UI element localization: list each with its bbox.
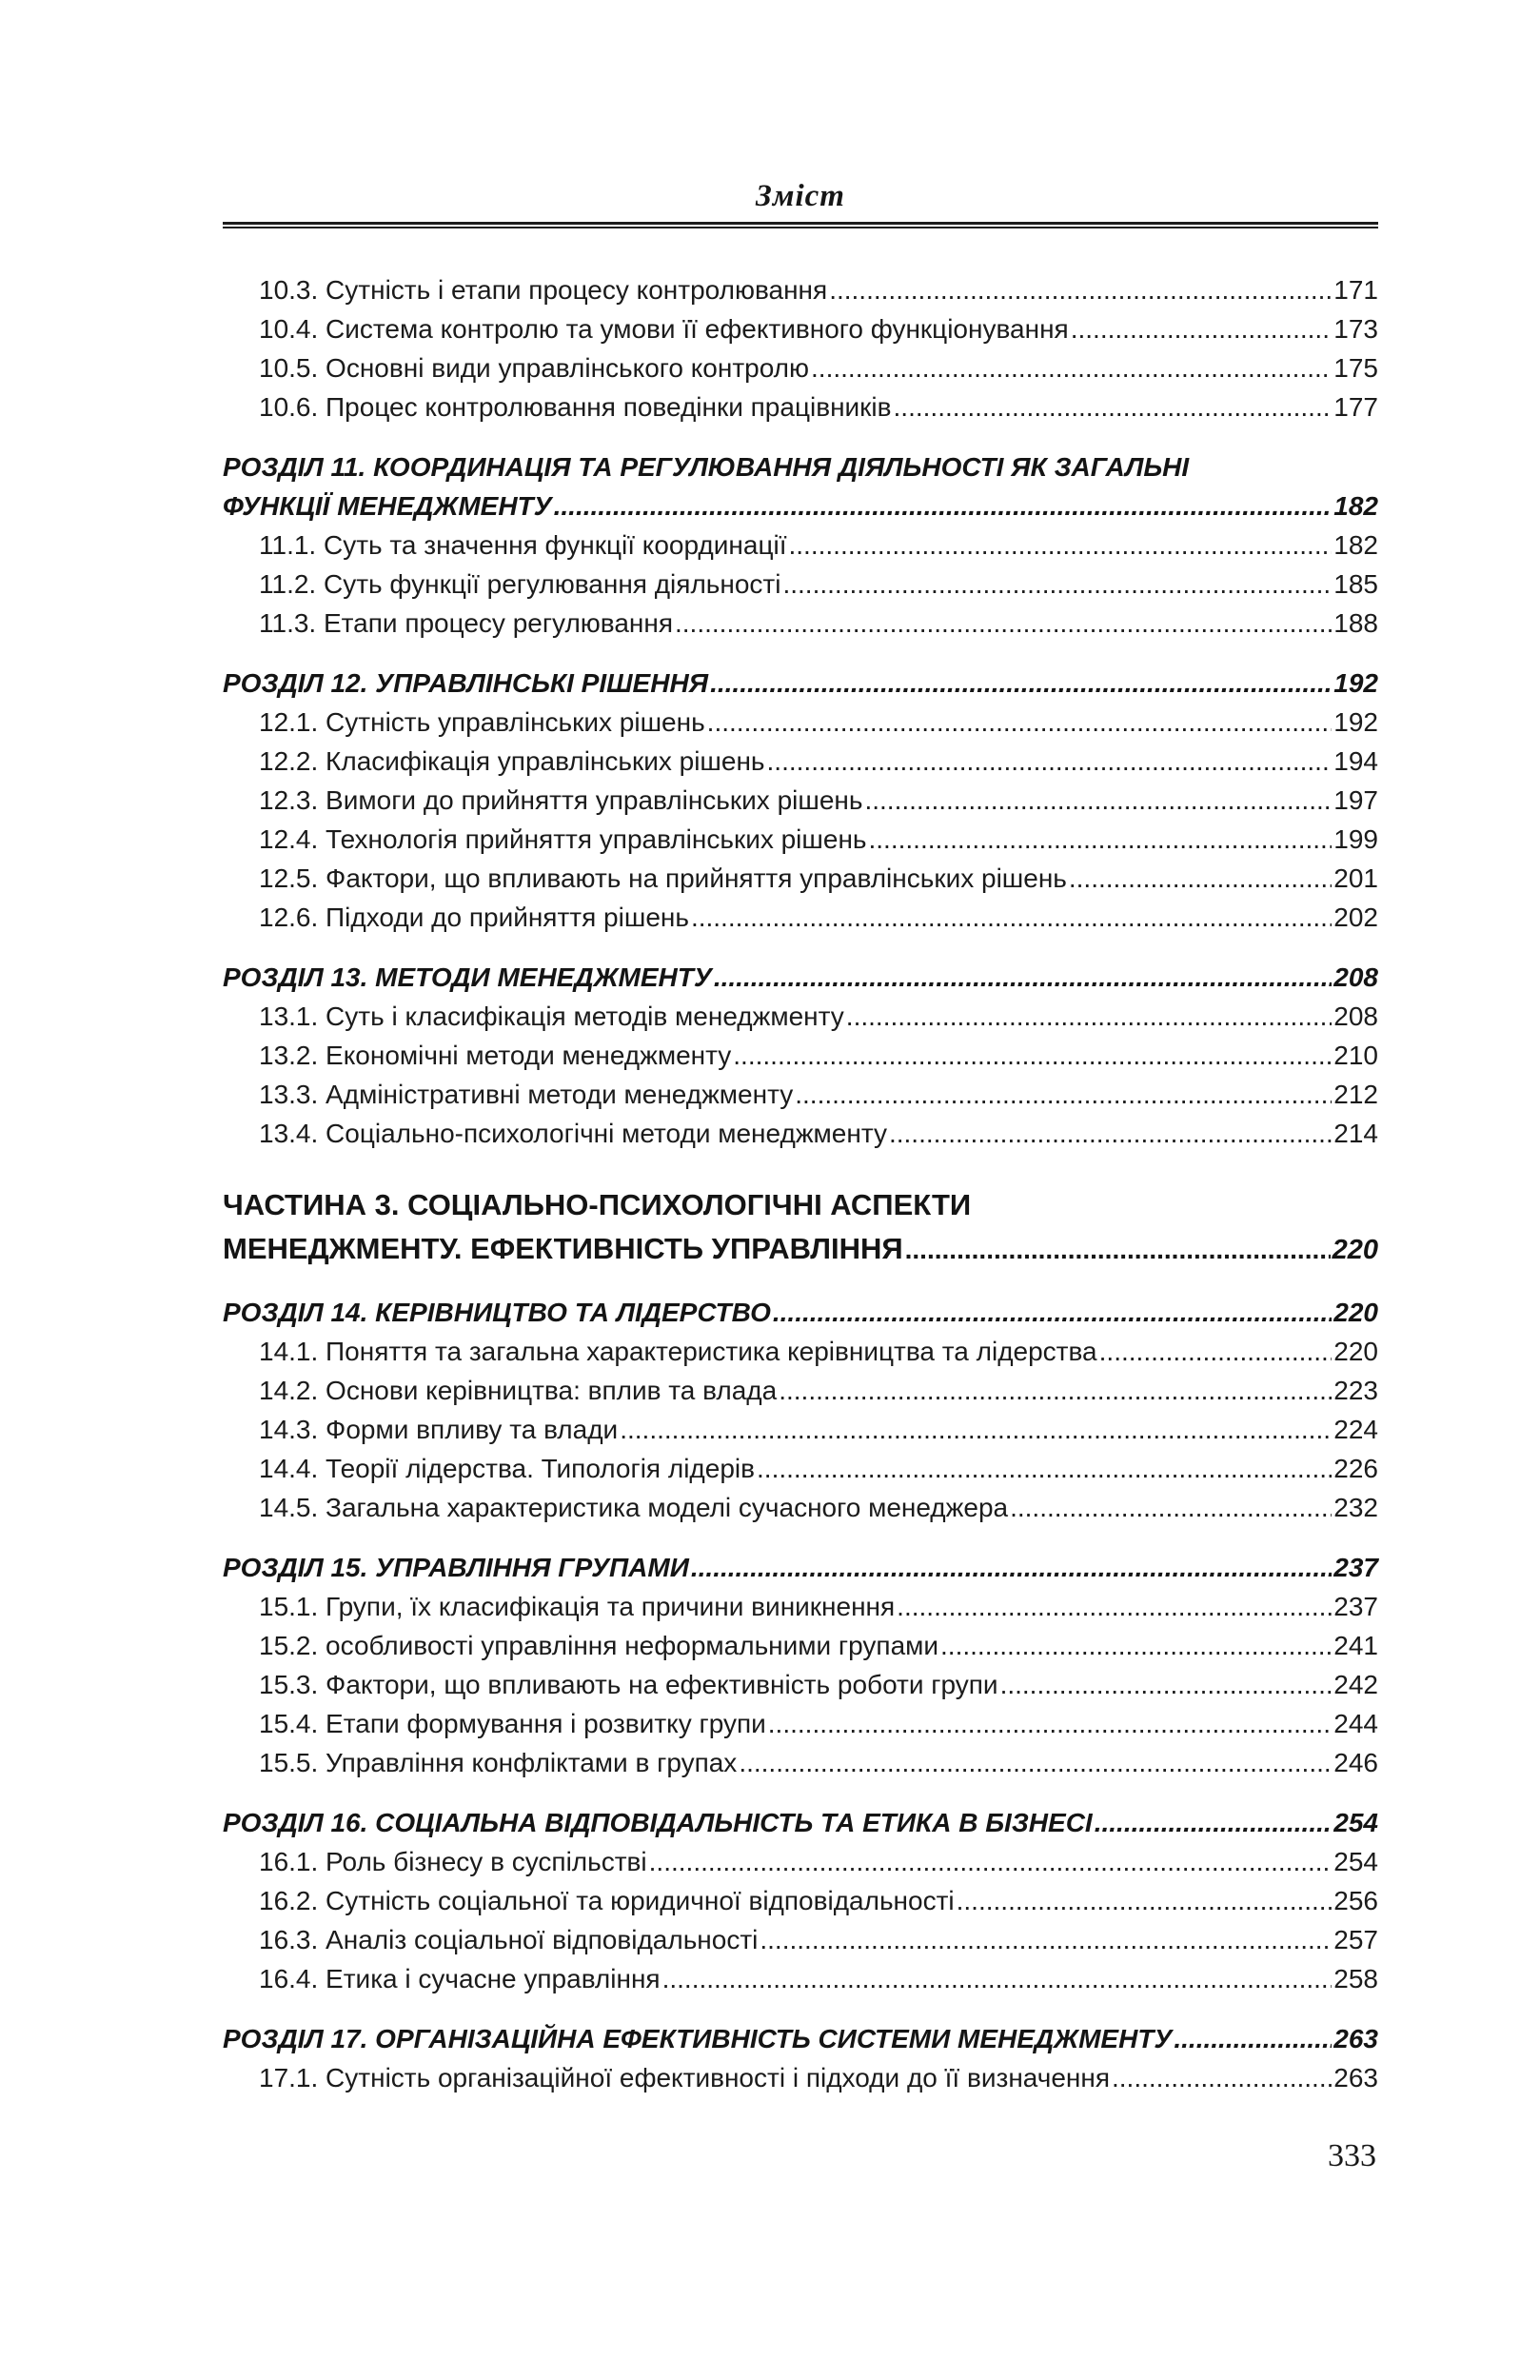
dot-leader bbox=[760, 1920, 1332, 1959]
toc-entry-page: 237 bbox=[1333, 1592, 1378, 1621]
toc-heading-line bbox=[223, 486, 1378, 526]
toc-entry bbox=[223, 742, 1378, 781]
dot-leader bbox=[894, 387, 1333, 426]
toc-section bbox=[223, 1183, 1378, 1272]
toc-entry bbox=[223, 1704, 1378, 1743]
toc-entry-text: 14.4. Теорії лідерства. Типологія лідерів bbox=[259, 1454, 756, 1483]
toc-section bbox=[223, 2019, 1378, 2097]
toc-entry bbox=[223, 1371, 1378, 1410]
toc-chapter-heading bbox=[223, 447, 1378, 526]
dot-leader bbox=[1069, 859, 1332, 898]
toc-heading-page: 263 bbox=[1333, 2024, 1378, 2053]
toc-heading-text: РОЗДІЛ 13. МЕТОДИ МЕНЕДЖМЕНТУ bbox=[223, 962, 712, 992]
toc-entry-page: 246 bbox=[1333, 1748, 1378, 1777]
toc-entry-page: 242 bbox=[1333, 1670, 1378, 1699]
toc-entry-page: 182 bbox=[1333, 530, 1378, 560]
toc-entry bbox=[223, 1036, 1378, 1075]
toc-entry-page: 224 bbox=[1333, 1415, 1378, 1444]
dot-leader bbox=[864, 781, 1332, 820]
toc-entry bbox=[223, 1920, 1378, 1959]
toc-entry-text: 11.3. Етапи процесу регулювання bbox=[259, 608, 673, 638]
dot-leader bbox=[869, 820, 1333, 859]
toc-section bbox=[223, 1548, 1378, 1782]
toc-entry-page: 241 bbox=[1333, 1631, 1378, 1660]
toc-chapter-heading bbox=[223, 958, 1378, 997]
dot-leader bbox=[662, 1959, 1333, 1998]
toc-chapter-heading bbox=[223, 1548, 1378, 1587]
toc-entry-text: 13.1. Суть і класифікація методів менеджменту bbox=[259, 1002, 844, 1031]
dot-leader bbox=[620, 1410, 1332, 1449]
toc-entry bbox=[223, 1665, 1378, 1704]
toc-heading-line bbox=[223, 1227, 1378, 1272]
toc-entry bbox=[223, 703, 1378, 742]
toc-chapter-heading bbox=[223, 1293, 1378, 1332]
toc-heading-line bbox=[223, 1293, 1378, 1332]
toc-entry-page: 201 bbox=[1333, 863, 1378, 893]
toc-entry-page: 171 bbox=[1333, 275, 1378, 305]
toc-entry bbox=[223, 1449, 1378, 1488]
toc-entry-text: 12.6. Підходи до прийняття рішень bbox=[259, 902, 689, 932]
toc-section bbox=[223, 1293, 1378, 1527]
toc-entry bbox=[223, 526, 1378, 565]
dot-leader bbox=[782, 565, 1332, 604]
toc-entry-page: 210 bbox=[1333, 1041, 1378, 1070]
dot-leader bbox=[1099, 1332, 1333, 1371]
toc-entry bbox=[223, 1410, 1378, 1449]
toc-entry-text: 10.4. Система контролю та умови її ефективного функціонування bbox=[259, 314, 1069, 344]
toc-section bbox=[223, 664, 1378, 937]
toc-entry-text: 15.4. Етапи формування і розвитку групи bbox=[259, 1709, 766, 1738]
dot-leader bbox=[795, 1075, 1332, 1114]
toc-entry-text: 14.2. Основи керівництва: вплив та влада bbox=[259, 1376, 778, 1405]
dot-leader bbox=[957, 1881, 1333, 1920]
toc-entry-text: 11.1. Суть та значення функції координації bbox=[259, 530, 787, 560]
toc-entry bbox=[223, 1114, 1378, 1153]
toc-heading-page: 237 bbox=[1333, 1553, 1378, 1582]
toc-entry-page: 202 bbox=[1333, 902, 1378, 932]
toc-list bbox=[223, 270, 1378, 2097]
toc-entry-page: 257 bbox=[1333, 1925, 1378, 1954]
toc-entry-page: 258 bbox=[1333, 1964, 1378, 1993]
toc-heading-line bbox=[223, 447, 1378, 486]
toc-heading-line bbox=[223, 2019, 1378, 2058]
toc-entry bbox=[223, 859, 1378, 898]
toc-entry-text: 16.2. Сутність соціальної та юридичної відповідальності bbox=[259, 1886, 955, 1915]
toc-entry bbox=[223, 604, 1378, 643]
dot-leader bbox=[739, 1743, 1332, 1782]
toc-entry-page: 220 bbox=[1333, 1337, 1378, 1366]
toc-heading-line bbox=[223, 664, 1378, 703]
toc-entry bbox=[223, 820, 1378, 859]
dot-leader bbox=[733, 1036, 1332, 1075]
toc-entry-page: 208 bbox=[1333, 1002, 1378, 1031]
toc-heading-text: РОЗДІЛ 14. КЕРІВНИЦТВО ТА ЛІДЕРСТВО bbox=[223, 1298, 771, 1327]
dot-leader bbox=[1095, 1803, 1333, 1842]
dot-leader bbox=[889, 1114, 1332, 1153]
toc-entry-page: 177 bbox=[1333, 392, 1378, 422]
toc-entry-text: 16.4. Етика і сучасне управління bbox=[259, 1964, 661, 1993]
dot-leader bbox=[1071, 309, 1333, 348]
toc-entry-text: 15.3. Фактори, що впливають на ефективність роботи групи bbox=[259, 1670, 998, 1699]
toc-entry-page: 223 bbox=[1333, 1376, 1378, 1405]
page-number: 333 bbox=[1328, 2138, 1376, 2173]
toc-heading-text: РОЗДІЛ 15. УПРАВЛІННЯ ГРУПАМИ bbox=[223, 1553, 689, 1582]
toc-entry bbox=[223, 348, 1378, 387]
dot-leader bbox=[846, 997, 1332, 1036]
toc-heading-text: РОЗДІЛ 16. СОЦІАЛЬНА ВІДПОВІДАЛЬНІСТЬ ТА ЕТИКА В БІЗНЕСІ bbox=[223, 1808, 1093, 1837]
dot-leader bbox=[675, 604, 1332, 643]
dot-leader bbox=[1112, 2058, 1332, 2097]
dot-leader bbox=[829, 270, 1332, 309]
toc-entry-page: 197 bbox=[1333, 785, 1378, 815]
dot-leader bbox=[905, 1227, 1331, 1272]
page-header bbox=[223, 177, 1378, 228]
toc-entry-page: 185 bbox=[1333, 569, 1378, 599]
toc-entry bbox=[223, 781, 1378, 820]
toc-entry-page: 263 bbox=[1333, 2063, 1378, 2092]
dot-leader bbox=[649, 1842, 1333, 1881]
toc-entry-text: 13.4. Соціально-психологічні методи менеджменту bbox=[259, 1119, 887, 1148]
dot-leader bbox=[940, 1626, 1332, 1665]
dot-leader bbox=[897, 1587, 1332, 1626]
toc-entry-text: 15.2. особливості управління неформальними групами bbox=[259, 1631, 939, 1660]
dot-leader bbox=[788, 526, 1332, 565]
dot-leader bbox=[554, 486, 1333, 526]
toc-entry-page: 226 bbox=[1333, 1454, 1378, 1483]
toc-entry-page: 192 bbox=[1333, 707, 1378, 737]
toc-heading-page: 220 bbox=[1333, 1298, 1378, 1327]
toc-entry-text: 17.1. Сутність організаційної ефективності і підходи до її визначення bbox=[259, 2063, 1110, 2092]
toc-entry-text: 10.6. Процес контролювання поведінки працівників bbox=[259, 392, 892, 422]
toc-entry-text: 12.3. Вимоги до прийняття управлінських рішень bbox=[259, 785, 863, 815]
toc-chapter-heading bbox=[223, 2019, 1378, 2058]
toc-heading-line bbox=[223, 1183, 1378, 1227]
toc-heading-page: 220 bbox=[1332, 1235, 1378, 1265]
toc-heading-text: ЧАСТИНА 3. СОЦІАЛЬНО-ПСИХОЛОГІЧНІ АСПЕКТИ bbox=[223, 1188, 972, 1221]
page-header-title: Зміст bbox=[756, 179, 845, 213]
toc-entry bbox=[223, 1075, 1378, 1114]
dot-leader bbox=[714, 958, 1332, 997]
dot-leader bbox=[779, 1371, 1332, 1410]
toc-heading-line bbox=[223, 1803, 1378, 1842]
toc-entry-page: 232 bbox=[1333, 1493, 1378, 1522]
toc-heading-page: 182 bbox=[1333, 491, 1378, 521]
toc-entry-text: 16.3. Аналіз соціальної відповідальності bbox=[259, 1925, 759, 1954]
toc-section bbox=[223, 1803, 1378, 1998]
toc-entry-text: 14.3. Форми впливу та влади bbox=[259, 1415, 619, 1444]
toc-entry-text: 13.3. Адміністративні методи менеджменту bbox=[259, 1080, 794, 1109]
toc-entry-text: 14.1. Поняття та загальна характеристика керівництва та лідерства bbox=[259, 1337, 1097, 1366]
toc-entry-text: 14.5. Загальна характеристика моделі сучасного менеджера bbox=[259, 1493, 1009, 1522]
toc-entry bbox=[223, 565, 1378, 604]
dot-leader bbox=[773, 1293, 1332, 1332]
toc-entry-text: 15.1. Групи, їх класифікація та причини виникнення bbox=[259, 1592, 896, 1621]
toc-entry-text: 16.1. Роль бізнесу в суспільстві bbox=[259, 1847, 647, 1876]
toc-entry-page: 212 bbox=[1333, 1080, 1378, 1109]
toc-heading-page: 254 bbox=[1333, 1808, 1378, 1837]
toc-entry bbox=[223, 270, 1378, 309]
dot-leader bbox=[1000, 1665, 1333, 1704]
toc-entry-text: 12.2. Класифікація управлінських рішень bbox=[259, 746, 765, 776]
toc-entry bbox=[223, 1743, 1378, 1782]
toc-heading-line bbox=[223, 958, 1378, 997]
toc-entry-text: 12.5. Фактори, що впливають на прийняття управлінських рішень bbox=[259, 863, 1067, 893]
toc-heading-text: РОЗДІЛ 12. УПРАВЛІНСЬКІ РІШЕННЯ bbox=[223, 668, 709, 698]
toc-entry bbox=[223, 1881, 1378, 1920]
toc-entry bbox=[223, 2058, 1378, 2097]
dot-leader bbox=[768, 1704, 1333, 1743]
dot-leader bbox=[757, 1449, 1332, 1488]
toc-entry bbox=[223, 1842, 1378, 1881]
toc-entry-page: 244 bbox=[1333, 1709, 1378, 1738]
toc-entry-page: 254 bbox=[1333, 1847, 1378, 1876]
toc-entry bbox=[223, 309, 1378, 348]
toc-entry-text: 15.5. Управління конфліктами в групах bbox=[259, 1748, 738, 1777]
toc-entry bbox=[223, 1626, 1378, 1665]
toc-entry bbox=[223, 1587, 1378, 1626]
toc-entry bbox=[223, 387, 1378, 426]
toc-heading-page: 192 bbox=[1333, 668, 1378, 698]
toc-entry-page: 175 bbox=[1333, 353, 1378, 383]
toc-section bbox=[223, 447, 1378, 643]
dot-leader bbox=[1010, 1488, 1332, 1527]
toc-chapter-heading bbox=[223, 664, 1378, 703]
toc-heading-text: РОЗДІЛ 17. ОРГАНІЗАЦІЙНА ЕФЕКТИВНІСТЬ СИСТЕМИ МЕНЕДЖМЕНТУ bbox=[223, 2024, 1173, 2053]
dot-leader bbox=[811, 348, 1332, 387]
toc-heading-text: ФУНКЦІЇ МЕНЕДЖМЕНТУ bbox=[223, 491, 552, 521]
dot-leader bbox=[710, 664, 1332, 703]
toc-entry-page: 214 bbox=[1333, 1119, 1378, 1148]
toc-entry-text: 13.2. Економічні методи менеджменту bbox=[259, 1041, 732, 1070]
toc-heading-text: РОЗДІЛ 11. КООРДИНАЦІЯ ТА РЕГУЛЮВАННЯ ДІЯЛЬНОСТІ ЯК ЗАГАЛЬНІ bbox=[223, 452, 1190, 482]
toc-entry-page: 194 bbox=[1333, 746, 1378, 776]
dot-leader bbox=[691, 1548, 1332, 1587]
toc-chapter-heading bbox=[223, 1803, 1378, 1842]
toc-entry-page: 199 bbox=[1333, 824, 1378, 854]
toc-entry bbox=[223, 1488, 1378, 1527]
toc-section bbox=[223, 958, 1378, 1153]
toc-entry-text: 11.2. Суть функції регулювання діяльності bbox=[259, 569, 781, 599]
dot-leader bbox=[691, 898, 1332, 937]
toc-entry-page: 188 bbox=[1333, 608, 1378, 638]
toc-entry-text: 10.3. Сутність і етапи процесу контролювання bbox=[259, 275, 828, 305]
toc-entry-page: 256 bbox=[1333, 1886, 1378, 1915]
toc-entry bbox=[223, 1959, 1378, 1998]
dot-leader bbox=[707, 703, 1333, 742]
dot-leader bbox=[1174, 2019, 1332, 2058]
toc-entry-page: 173 bbox=[1333, 314, 1378, 344]
toc-heading-line bbox=[223, 1548, 1378, 1587]
toc-entry bbox=[223, 898, 1378, 937]
toc-entry bbox=[223, 997, 1378, 1036]
header-double-rule bbox=[223, 222, 1378, 228]
toc-entry-text: 12.4. Технологія прийняття управлінських рішень bbox=[259, 824, 867, 854]
toc-part-heading bbox=[223, 1183, 1378, 1272]
toc-section bbox=[223, 270, 1378, 426]
toc-heading-page: 208 bbox=[1333, 962, 1378, 992]
toc-heading-text: МЕНЕДЖМЕНТУ. ЕФЕКТИВНІСТЬ УПРАВЛІННЯ bbox=[223, 1232, 903, 1265]
toc-entry bbox=[223, 1332, 1378, 1371]
toc-entry-text: 10.5. Основні види управлінського контролю bbox=[259, 353, 810, 383]
dot-leader bbox=[767, 742, 1333, 781]
toc-entry-text: 12.1. Сутність управлінських рішень bbox=[259, 707, 705, 737]
